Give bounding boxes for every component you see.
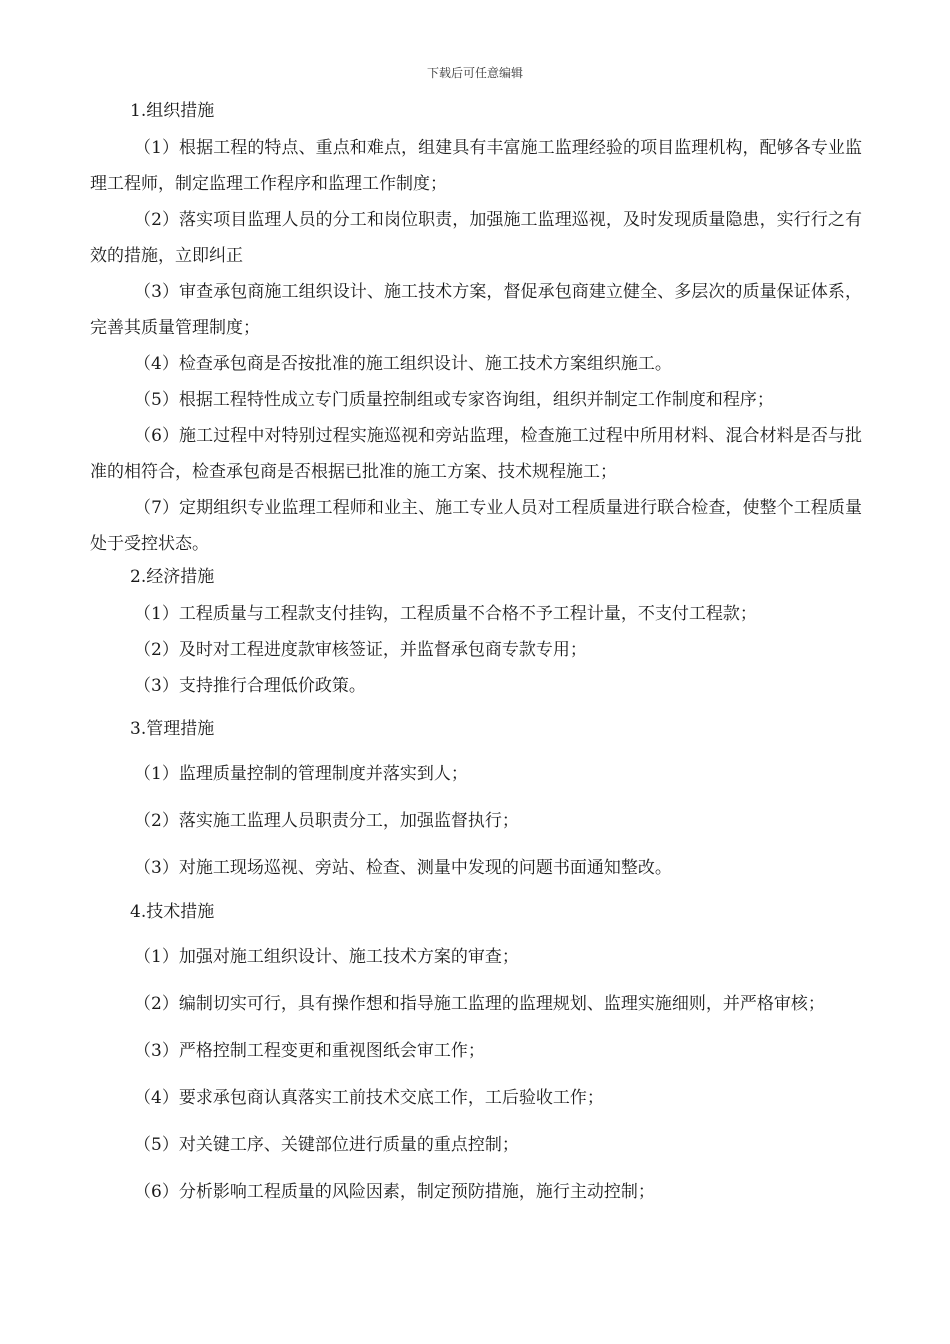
header-note: 下载后可任意编辑 <box>426 66 523 80</box>
paragraph: （6）分析影响工程质量的风险因素，制定预防措施，施行主动控制； <box>134 1182 655 1202</box>
paragraph: （4）检查承包商是否按批准的施工组织设计、施工技术方案组织施工。 <box>134 354 672 374</box>
paragraph: （3）审查承包商施工组织设计、施工技术方案，督促承包商建立健全、多层次的质量保证体系，完善其质量管理制度； <box>90 282 862 338</box>
paragraph: （3）支持推行合理低价政策。 <box>134 676 366 696</box>
paragraph: （2）及时对工程进度款审核签证，并监督承包商专款专用； <box>134 640 587 660</box>
paragraph: （1）根据工程的特点、重点和难点，组建具有丰富施工监理经验的项目监理机构，配够各专业监理工程师，制定监理工作程序和监理工作制度； <box>90 138 862 194</box>
section-economic <box>90 562 862 704</box>
paragraph: （5）对关键工序、关键部位进行质量的重点控制； <box>134 1135 519 1155</box>
paragraph: （1）监理质量控制的管理制度并落实到人； <box>134 764 468 784</box>
paragraph: （5）根据工程特性成立专门质量控制组或专家咨询组，组织并制定工作制度和程序； <box>134 390 774 410</box>
paragraph: （4）要求承包商认真落实工前技术交底工作，工后验收工作； <box>134 1088 604 1108</box>
paragraph: （1）工程质量与工程款支付挂钩，工程质量不合格不予工程计量，不支付工程款； <box>134 604 757 624</box>
paragraph: （3）对施工现场巡视、旁站、检查、测量中发现的问题书面通知整改。 <box>134 858 672 878</box>
paragraph: （2）落实施工监理人员职责分工，加强监督执行； <box>134 811 519 831</box>
paragraph: （2）落实项目监理人员的分工和岗位职责，加强施工监理巡视，及时发现质量隐患，实行行之有效的措施，立即纠正 <box>90 210 862 266</box>
section-title: 4.技术措施 <box>130 902 215 922</box>
section-technical <box>90 897 862 1210</box>
paragraph: （6）施工过程中对特别过程实施巡视和旁站监理，检查施工过程中所用材料、混合材料是否与批准的相符合，检查承包商是否根据已批准的施工方案、技术规程施工； <box>90 426 862 482</box>
document-body <box>90 96 862 1221</box>
paragraph: （7）定期组织专业监理工程师和业主、施工专业人员对工程质量进行联合检查，使整个工程质量处于受控状态。 <box>90 498 862 554</box>
paragraph: （3）严格控制工程变更和重视图纸会审工作； <box>134 1041 485 1061</box>
section-title: 3.管理措施 <box>130 719 215 739</box>
section-title: 2.经济措施 <box>130 567 215 587</box>
paragraph: （1）加强对施工组织设计、施工技术方案的审查； <box>134 947 519 967</box>
paragraph: （2）编制切实可行，具有操作想和指导施工监理的监理规划、监理实施细则，并严格审核； <box>134 994 825 1014</box>
section-title: 1.组织措施 <box>130 101 215 121</box>
section-organization <box>90 96 862 562</box>
section-management <box>90 714 862 886</box>
